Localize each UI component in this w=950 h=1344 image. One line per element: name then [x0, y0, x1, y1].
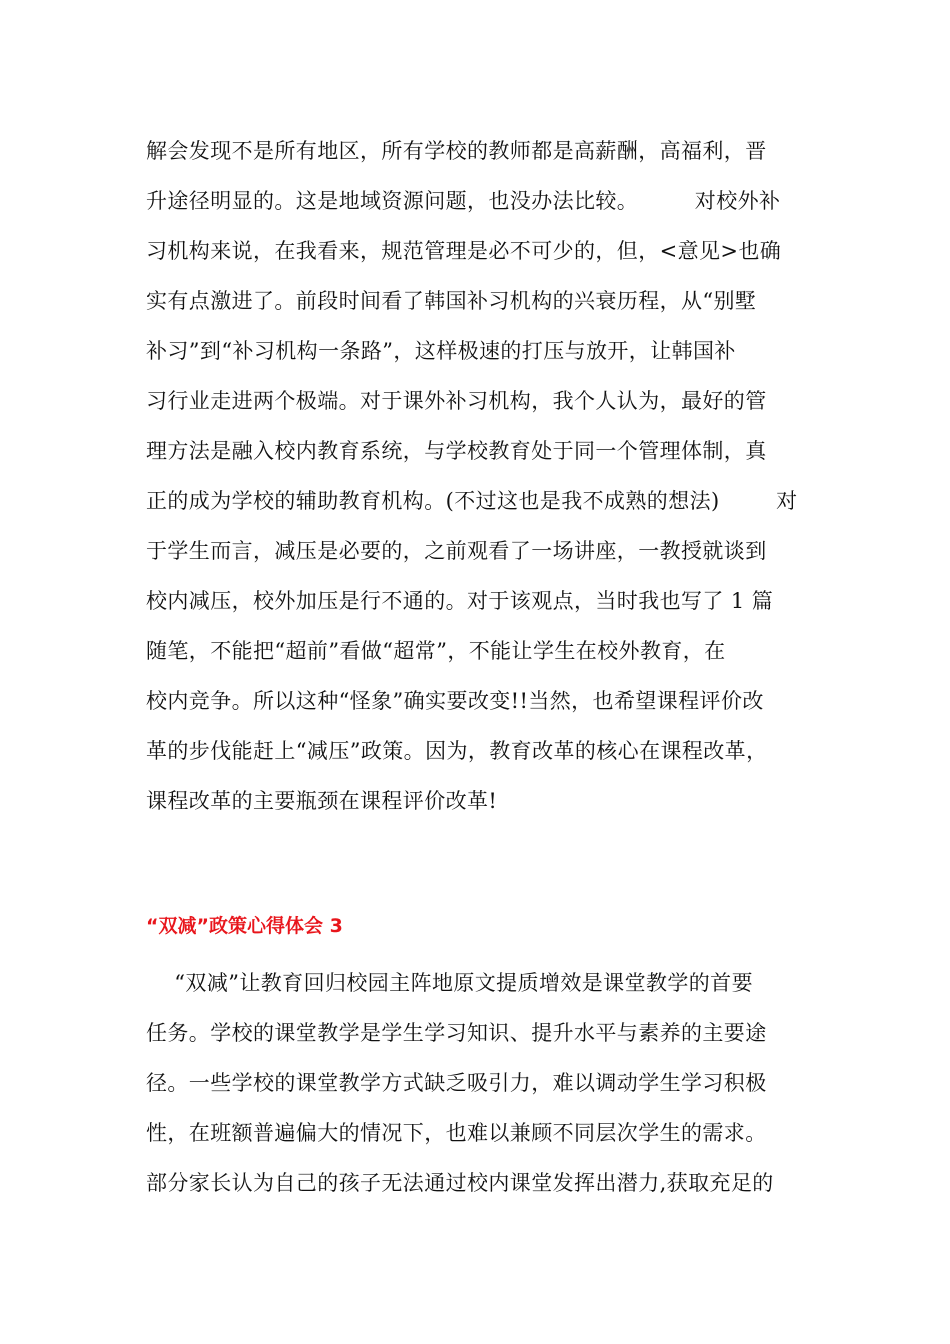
paragraph-line: 任务。学校的课堂教学是学生学习知识、提升水平与素养的主要途	[146, 1021, 767, 1045]
paragraph-line: “双减”让教育回归校园主阵地原文提质增效是课堂教学的首要	[146, 971, 753, 995]
paragraph-line: 补习”到“补习机构一条路”，这样极速的打压与放开，让韩国补	[146, 339, 736, 363]
paragraph-line: 性，在班额普遍偏大的情况下，也难以兼顾不同层次学生的需求。	[146, 1121, 767, 1145]
paragraph-line: 部分家长认为自己的孩子无法通过校内课堂发挥出潜力,获取充足的	[146, 1171, 774, 1195]
paragraph-line: 校内竞争。所以这种“怪象”确实要改变!!当然，也希望课程评价改	[146, 689, 764, 713]
section-heading: “双减”政策心得体会 3	[146, 915, 343, 937]
paragraph-line: 革的步伐能赶上“减压”政策。因为，教育改革的核心在课程改革，	[146, 739, 768, 763]
paragraph-line: 习行业走进两个极端。对于课外补习机构，我个人认为，最好的管	[146, 389, 767, 413]
paragraph-line: 实有点激进了。前段时间看了韩国补习机构的兴衰历程，从“别墅	[146, 289, 757, 313]
paragraph-line: 径。一些学校的课堂教学方式缺乏吸引力，难以调动学生学习积极	[146, 1071, 767, 1095]
paragraph-line: 正的成为学校的辅助教育机构。(不过这也是我不成熟的想法) 对	[146, 489, 798, 513]
paragraph-line: 随笔，不能把“超前”看做“超常”，不能让学生在校外教育，在	[146, 639, 726, 663]
paragraph-line: 习机构来说，在我看来，规范管理是必不可少的，但，<意见>也确	[146, 239, 782, 263]
paragraph-line: 升途径明显的。这是地域资源问题，也没办法比较。 对校外补	[146, 189, 781, 213]
paragraph-line: 理方法是融入校内教育系统，与学校教育处于同一个管理体制，真	[146, 439, 767, 463]
paragraph-line: 于学生而言，减压是必要的，之前观看了一场讲座，一教授就谈到	[146, 539, 767, 563]
paragraph-line: 课程改革的主要瓶颈在课程评价改革!	[146, 789, 498, 813]
paragraph-line: 解会发现不是所有地区，所有学校的教师都是高薪酬，高福利，晋	[146, 139, 767, 163]
paragraph-line: 校内减压，校外加压是行不通的。对于该观点，当时我也写了 1 篇	[146, 589, 774, 613]
